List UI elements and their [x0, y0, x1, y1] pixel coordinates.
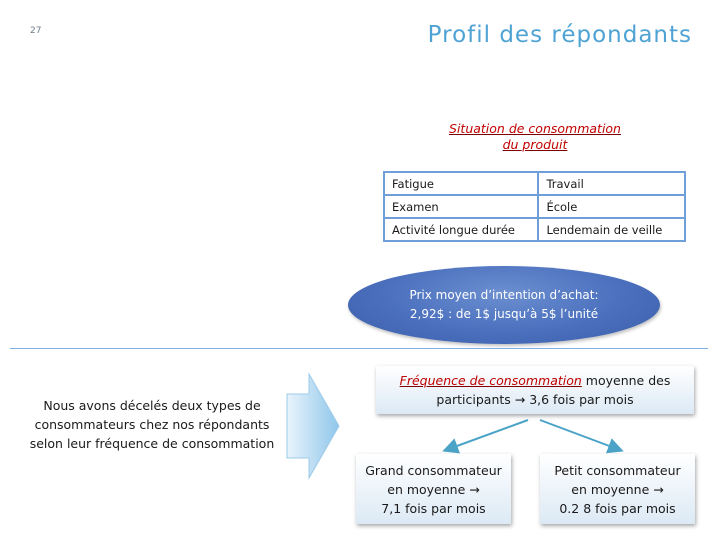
slide-title: Profil des répondants [427, 22, 692, 48]
arrow-right-icon: → [514, 392, 526, 407]
table-cell: Travail [538, 172, 685, 195]
table-cell: École [538, 195, 685, 218]
frequency-line2-suffix: 3,6 fois par mois [525, 392, 634, 407]
price-line1: Prix moyen d’intention d’achat: [409, 288, 599, 302]
grand-line2 [356, 480, 511, 499]
arrow-right-icon: → [653, 481, 664, 497]
table-cell: Activité longue durée [384, 218, 538, 241]
frequency-highlight: Fréquence de consommation [399, 373, 582, 388]
situation-heading-line2: du produit [502, 137, 568, 152]
frequency-line2-prefix: participants [436, 392, 515, 407]
grand-consumer-box [356, 454, 511, 524]
price-line2: 2,92$ : de 1$ jusqu’à 5$ l’unité [409, 307, 599, 321]
frequency-line1-rest: moyenne des [581, 373, 671, 388]
petit-line2 [540, 480, 695, 499]
petit-line2-prefix: en moyenne [571, 481, 654, 497]
grand-line1: Grand consommateur [365, 462, 502, 478]
petit-line3: 0.2 8 fois par mois [559, 500, 676, 516]
petit-line1: Petit consommateur [554, 462, 681, 478]
table-cell: Examen [384, 195, 538, 218]
table-cell: Lendemain de veille [538, 218, 685, 241]
grand-line2-prefix: en moyenne [387, 481, 470, 497]
consumer-types-note: Nous avons décelés deux types de consommateurs chez nos répondants selon leur fréquence de consommation [29, 398, 275, 451]
arrow-right-icon: → [469, 481, 480, 497]
grand-line3: 7,1 fois par mois [381, 500, 486, 516]
slide-number: 27 [30, 26, 42, 36]
table-cell: Fatigue [384, 172, 538, 195]
petit-consumer-box [540, 454, 695, 524]
situation-heading-line1: Situation de consommation [449, 121, 621, 136]
